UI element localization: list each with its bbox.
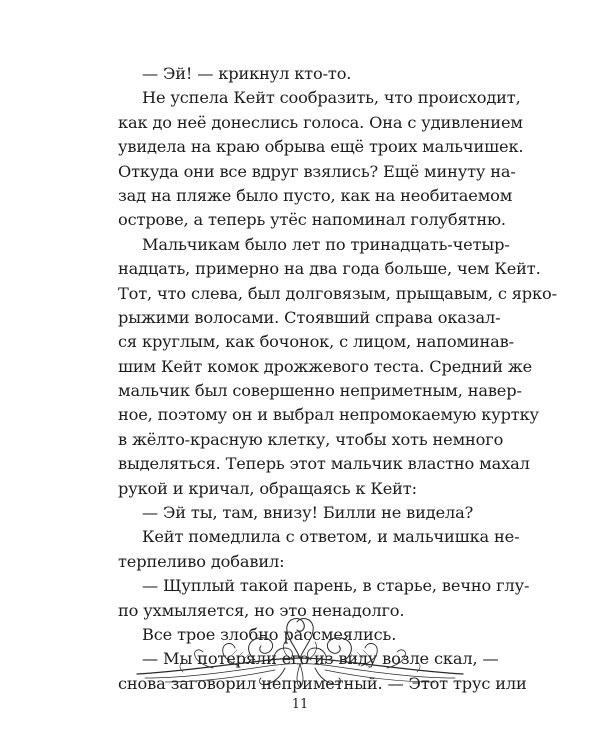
text-line: рукой и кричал, обращаясь к Кейт: [118, 478, 417, 498]
text-line: мальчик был совершенно неприметным, навер- [118, 381, 522, 401]
text-line: в жёлто-красную клетку, чтобы хоть немного [118, 429, 504, 449]
text-line: — Эй ты, там, внизу! Билли не видела? [142, 503, 474, 523]
text-line: ся круглым, как бочонок, с лицом, напоминав- [118, 332, 514, 352]
text-line: Все трое злобно рассмеялись. [142, 624, 397, 644]
text-line: как до неё донеслись голоса. Она с удивлением [118, 112, 523, 132]
text-line: — Щуплый такой парень, в старье, вечно глу- [142, 576, 530, 596]
text-line: Откуда они все вдруг взялись? Ещё минуту на- [118, 161, 516, 181]
text-line: — Эй! — крикнул кто-то. [142, 64, 352, 83]
text-line: острове, а теперь утёс напоминал голубятню. [118, 210, 506, 230]
flourish-vignette-icon [135, 612, 465, 698]
text-line: — Мы потеряли его из виду возле скал, — [142, 649, 499, 669]
text-line: выделяться. Теперь этот мальчик властно махал [118, 454, 530, 474]
text-line: терпеливо добавил: [118, 551, 285, 571]
text-line: по ухмыляется, но это ненадолго. [118, 600, 405, 620]
text-line: Не успела Кейт сообразить, что происходит, [142, 88, 521, 108]
body-text [118, 62, 557, 696]
text-line: снова заговорил неприметный. — Этот трус или [118, 673, 527, 693]
text-line: Мальчикам было лет по тринадцать-четыр- [142, 234, 510, 254]
text-line: увидела на краю обрыва ещё троих мальчишек. [118, 137, 524, 157]
text-line: Тот, что слева, был долговязым, прыщавым, с ярко- [118, 283, 557, 303]
text-line: зад на пляже было пусто, как на необитаемом [118, 185, 513, 205]
text-line: надцать, примерно на два года больше, чем Кейт. [118, 259, 541, 279]
text-line: Кейт помедлила с ответом, и мальчишка не- [142, 527, 520, 547]
text-line: рыжими волосами. Стоявший справа оказал- [118, 307, 501, 327]
text-line: ное, поэтому он и выбрал непромокаемую куртку [118, 405, 539, 425]
page-number: 11 [291, 697, 309, 712]
text-line: шим Кейт комок дрожжевого теста. Средний же [118, 356, 533, 376]
